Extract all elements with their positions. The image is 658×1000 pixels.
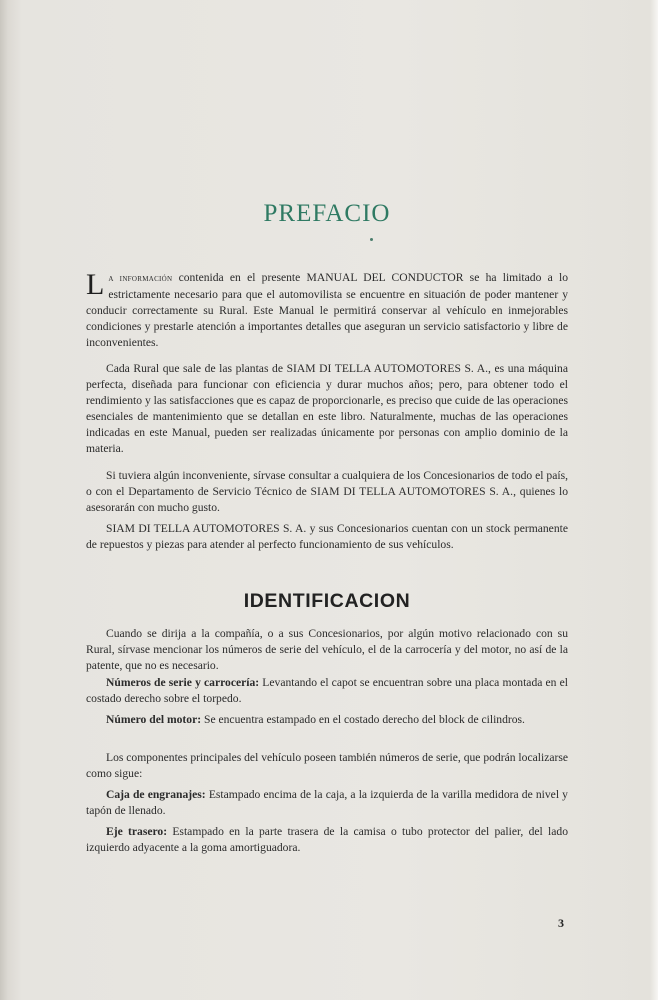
- serie-text: Levantando el capot se encuentran sobre una placa montada en el costado derecho sobre el torpedo.: [86, 676, 568, 705]
- serie-paragraph: [86, 675, 568, 707]
- caja-text: Estampado encima de la caja, a la izquierda de la varilla medidora de nivel y tapón de llenado.: [86, 788, 568, 817]
- prefacio-paragraph-2: Cada Rural que sale de las plantas de SIAM DI TELLA AUTOMOTORES S. A., es una máquina perfecta, diseñada para funcionar con eficiencia y durar muchos años; pero, para obtener todo el rendimiento y las satisfacciones que es capaz de proporcionarle, es preciso que cuide de las operaciones esenciales de mantenimiento que se detallan en este libro. Naturalmente, muchas de las operaciones indicadas en este Manual, pueden ser realizadas únicamente por personas con amplio dominio de la materia.: [86, 362, 568, 455]
- serie-label: Números de serie y carrocería:: [106, 676, 260, 689]
- caja-label: Caja de engranajes:: [106, 788, 206, 801]
- motor-text: Se encuentra estampado en el costado derecho del block de cilindros.: [201, 713, 525, 726]
- title-ornament-dot: [370, 238, 373, 241]
- prefacio-title: PREFACIO: [263, 200, 391, 227]
- motor-label: Número del motor:: [106, 713, 202, 726]
- caja-paragraph: [86, 787, 568, 819]
- prefacio-paragraph-1-text: contenida en el presente MANUAL DEL CONDUCTOR se ha limitado a lo estrictamente necesario para que el automovilista se encuentre en situación de poder mantener y conducir correctamente su Rural. Este Manual le permitirá conservar al vehículo en inmejorables condiciones y prestarle atención a importantes detalles que aseguran un servicio satisfactorio y libre de inconvenientes.: [86, 271, 568, 349]
- prefacio-paragraph-4: SIAM DI TELLA AUTOMOTORES S. A. y sus Concesionarios cuentan con un stock permanente de repuestos y piezas para atender al perfecto funcionamiento de sus vehículos.: [86, 522, 568, 551]
- drop-cap: L: [86, 268, 105, 301]
- prefacio-paragraph-3: Si tuviera algún inconveniente, sírvase consultar a cualquiera de los Concesionarios de todo el país, o con el Departamento de Servicio Técnico de SIAM DI TELLA AUTOMOTORES S. A., quienes lo asesorarán con mucho gusto.: [86, 469, 568, 514]
- motor-paragraph: [86, 712, 568, 728]
- intro-smallcaps: a información: [108, 274, 173, 284]
- eje-text: Estampado en la parte trasera de la camisa o tubo protector del palier, del lado izquierdo adyacente a la goma amortiguadora.: [86, 825, 568, 854]
- page-number: 3: [558, 916, 564, 930]
- componentes-paragraph: Los componentes principales del vehículo poseen también números de serie, que podrán localizarse como sigue:: [86, 751, 568, 780]
- identificacion-paragraph-1: Cuando se dirija a la compañía, o a sus Concesionarios, por algún motivo relacionado con su Rural, sírvase mencionar los números de serie del vehículo, el de la carrocería y del motor, no así de la patente, que no es necesario.: [86, 627, 568, 672]
- eje-paragraph: [86, 824, 568, 856]
- eje-label: Eje trasero:: [106, 825, 168, 838]
- prefacio-paragraph-1: [86, 270, 568, 351]
- identificacion-title: IDENTIFICACION: [243, 590, 411, 612]
- page-edge: [650, 0, 658, 1000]
